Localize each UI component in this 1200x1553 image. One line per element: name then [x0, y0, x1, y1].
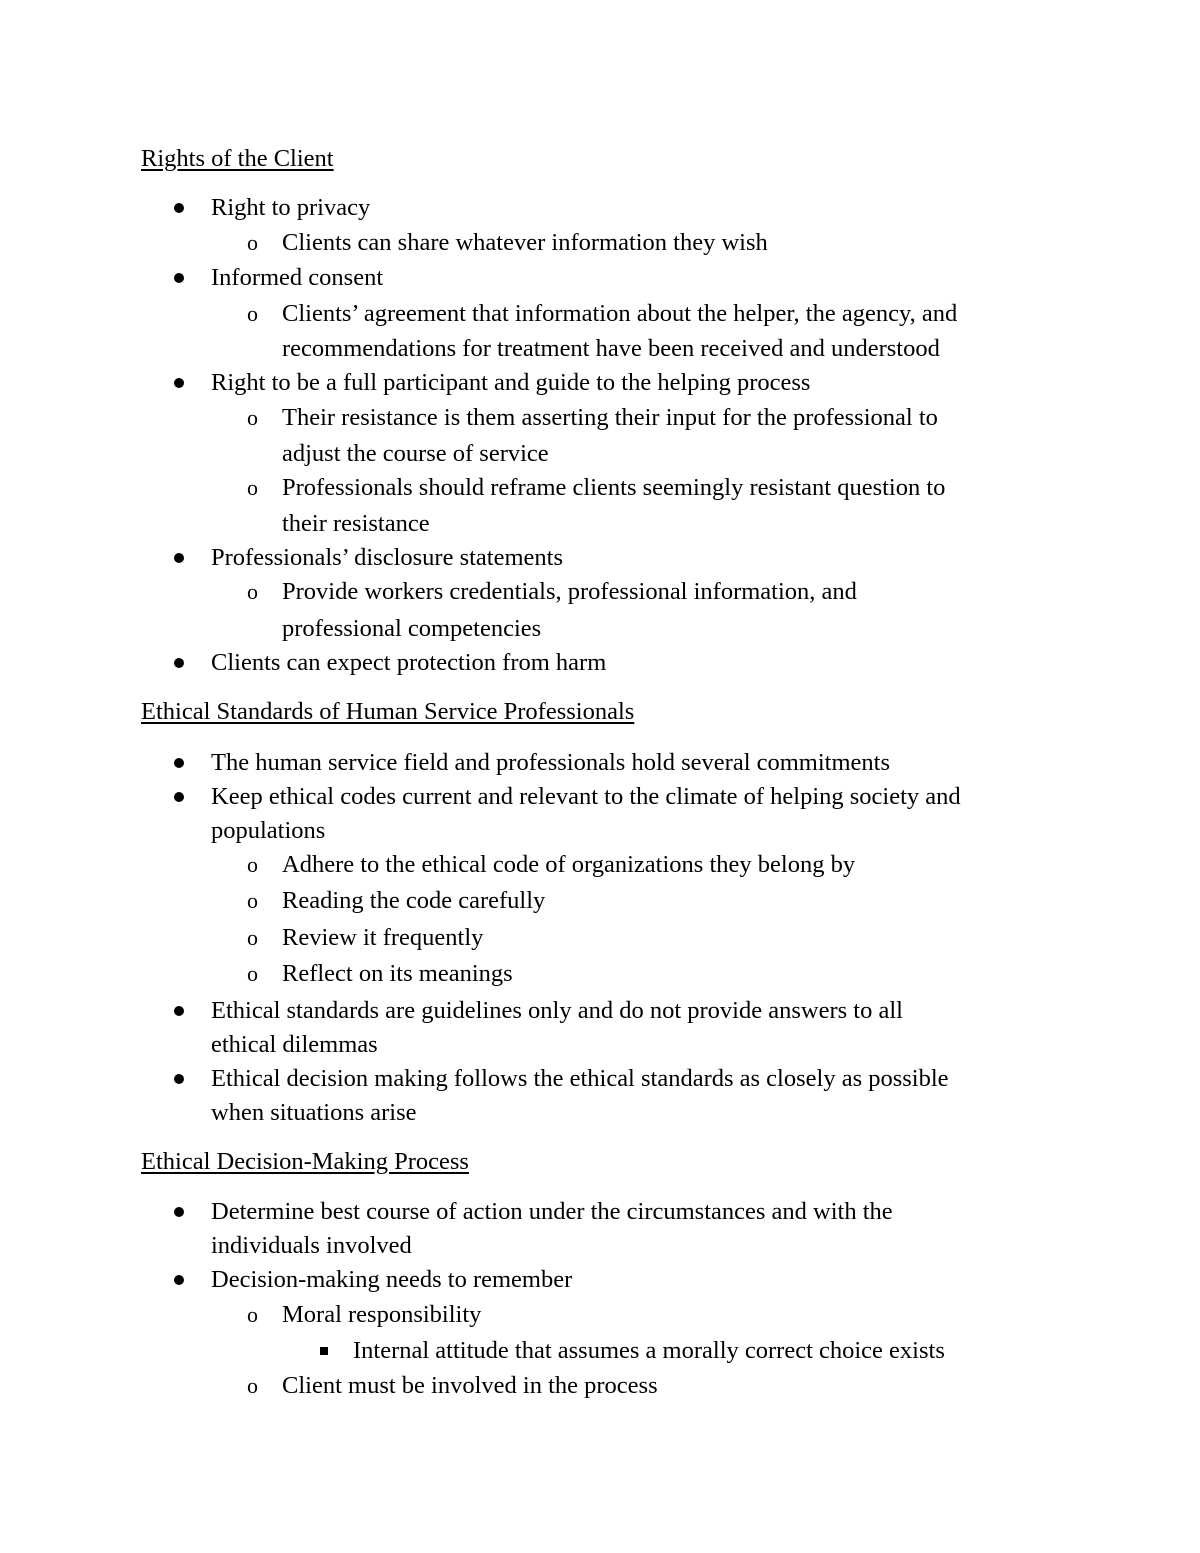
bullet-marker	[174, 1275, 184, 1285]
list-item: Ethical standards are guidelines only and do not provide answers to all	[211, 997, 903, 1024]
bullet-marker	[174, 553, 184, 563]
sub-list-item: Reading the code carefully	[282, 887, 546, 914]
bullet-marker	[174, 203, 184, 213]
list-item-continuation: individuals involved	[211, 1232, 412, 1259]
list-item: Professionals’ disclosure statements	[211, 544, 564, 571]
bullet-marker	[174, 758, 184, 768]
sub-bullet-marker: o	[247, 1373, 258, 1398]
bullet-marker	[174, 792, 184, 802]
sub-list-item: Provide workers credentials, professional information, and	[282, 578, 857, 605]
list-item-continuation: populations	[211, 817, 326, 844]
sub-bullet-marker: o	[247, 852, 258, 877]
sub-sub-list-item: Internal attitude that assumes a morally correct choice exists	[353, 1337, 945, 1364]
sub-list-item: Adhere to the ethical code of organizations they belong by	[282, 851, 856, 878]
bullet-marker	[174, 1207, 184, 1217]
sub-bullet-marker: o	[247, 925, 258, 950]
section-heading-ethical-decision-making: Ethical Decision-Making Process	[141, 1148, 469, 1175]
sub-list-item: Their resistance is them asserting their input for the professional to	[282, 404, 938, 431]
sub-list-item: Moral responsibility	[282, 1301, 482, 1328]
list-item-continuation: ethical dilemmas	[211, 1031, 378, 1058]
list-item: Right to be a full participant and guide to the helping process	[211, 369, 811, 396]
section-heading-rights-of-the-client: Rights of the Client	[141, 145, 334, 172]
sub-list-item-continuation: recommendations for treatment have been received and understood	[282, 335, 940, 362]
sub-list-item: Reflect on its meanings	[282, 960, 513, 987]
sub-list-item: Clients’ agreement that information about the helper, the agency, and	[282, 300, 958, 327]
sub-bullet-marker: o	[247, 475, 258, 500]
sub-bullet-marker: o	[247, 301, 258, 326]
square-bullet-marker	[320, 1347, 328, 1355]
bullet-marker	[174, 273, 184, 283]
sub-bullet-marker: o	[247, 961, 258, 986]
list-item: Right to privacy	[211, 194, 371, 221]
bullet-marker	[174, 378, 184, 388]
bullet-marker	[174, 1074, 184, 1084]
sub-bullet-marker: o	[247, 888, 258, 913]
sub-list-item-continuation: adjust the course of service	[282, 440, 549, 467]
bullet-marker	[174, 658, 184, 668]
list-item-continuation: when situations arise	[211, 1099, 417, 1126]
list-item: Informed consent	[211, 264, 384, 291]
list-item: The human service field and professionals hold several commitments	[211, 749, 891, 776]
sub-bullet-marker: o	[247, 579, 258, 604]
list-item: Ethical decision making follows the ethical standards as closely as possible	[211, 1065, 949, 1092]
list-item: Determine best course of action under the circumstances and with the	[211, 1198, 893, 1225]
sub-list-item-continuation: their resistance	[282, 510, 430, 537]
sub-bullet-marker: o	[247, 1302, 258, 1327]
list-item: Keep ethical codes current and relevant to the climate of helping society and	[211, 783, 961, 810]
sub-bullet-marker: o	[247, 230, 258, 255]
sub-list-item: Professionals should reframe clients seemingly resistant question to	[282, 474, 946, 501]
list-item: Decision-making needs to remember	[211, 1266, 573, 1293]
section-heading-ethical-standards: Ethical Standards of Human Service Professionals	[141, 698, 635, 725]
sub-list-item: Review it frequently	[282, 924, 484, 951]
sub-list-item: Clients can share whatever information they wish	[282, 229, 768, 256]
sub-list-item: Client must be involved in the process	[282, 1372, 658, 1399]
list-item: Clients can expect protection from harm	[211, 649, 607, 676]
sub-bullet-marker: o	[247, 405, 258, 430]
sub-list-item-continuation: professional competencies	[282, 615, 542, 642]
bullet-marker	[174, 1006, 184, 1016]
